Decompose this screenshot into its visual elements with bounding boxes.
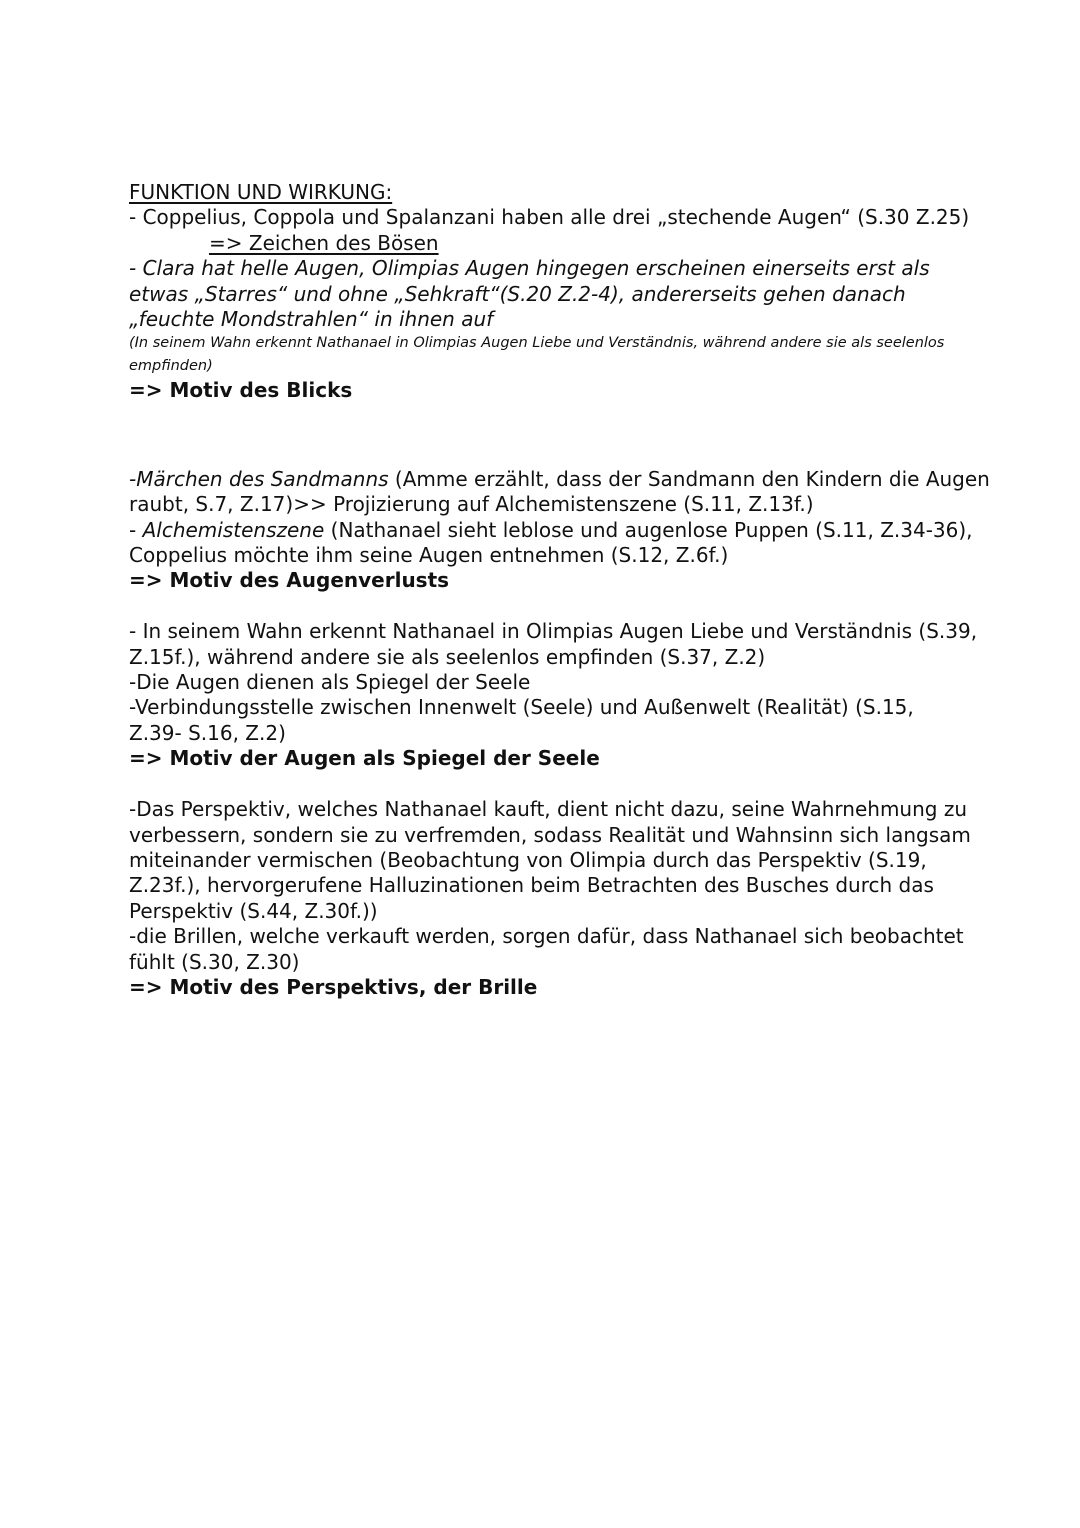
spacer bbox=[129, 455, 959, 467]
text-span: (Nathanael sieht leblose und augenlose Puppen (S.11, Z.34-36), bbox=[324, 517, 973, 542]
text-line: -Die Augen dienen als Spiegel der Seele bbox=[129, 670, 531, 695]
text-line: verbessern, sondern sie zu verfremden, sodass Realität und Wahnsinn sich langsam bbox=[129, 822, 971, 847]
section-augenverlust bbox=[129, 466, 990, 594]
text-line: Z.39- S.16, Z.2) bbox=[129, 720, 286, 745]
underlined-text: => Zeichen des Bösen bbox=[209, 230, 439, 255]
text-line: Z.15f.), während andere sie als seelenlos empfinden (S.37, Z.2) bbox=[129, 644, 766, 669]
section-blick bbox=[129, 205, 970, 403]
spacer bbox=[129, 594, 959, 619]
text-line: fühlt (S.30, Z.30) bbox=[129, 949, 300, 974]
section-heading: FUNKTION UND WIRKUNG: bbox=[129, 180, 393, 204]
section-perspektiv bbox=[129, 797, 971, 1000]
text-line: Z.23f.), hervorgerufene Halluzinationen beim Betrachten des Busches durch das bbox=[129, 873, 934, 898]
spacer bbox=[129, 404, 959, 455]
text-line bbox=[129, 466, 990, 492]
text-line: Perspektiv (S.44, Z.30f.)) bbox=[129, 898, 378, 923]
motif-line: => Motiv des Blicks bbox=[129, 378, 353, 403]
text-line: Coppelius möchte ihm seine Augen entnehmen (S.12, Z.6f.) bbox=[129, 543, 729, 568]
side-note: (In seinem Wahn erkennt Nathanael in Olimpias Augen Liebe und Verständnis, während andere sie als seelenlos bbox=[129, 335, 945, 352]
motif-line: => Motiv des Augenverlusts bbox=[129, 568, 450, 593]
text-span: (Amme erzählt, dass der Sandmann den Kindern die Augen bbox=[388, 466, 990, 491]
text-line: raubt, S.7, Z.17)>> Projizierung auf Alchemistenszene (S.11, Z.13f.) bbox=[129, 492, 814, 517]
text-span: - bbox=[129, 517, 143, 542]
text-line: „feuchte Mondstrahlen“ in ihnen auf bbox=[129, 307, 494, 332]
motif-line: => Motiv des Perspektivs, der Brille bbox=[129, 974, 538, 999]
text-line: etwas „Starres“ und ohne „Sehkraft“(S.20 Z.2-4), andererseits gehen danach bbox=[129, 281, 906, 306]
document-body bbox=[129, 180, 990, 1000]
section-spiegel bbox=[129, 619, 978, 771]
spacer bbox=[129, 772, 959, 797]
text-line: - Coppelius, Coppola und Spalanzani haben alle drei „stechende Augen“ (S.30 Z.25) bbox=[129, 205, 970, 230]
motif-line: => Motiv der Augen als Spiegel der Seele bbox=[129, 746, 600, 771]
text-line: - In seinem Wahn erkennt Nathanael in Olimpias Augen Liebe und Verständnis (S.39, bbox=[129, 619, 978, 644]
side-note: empfinden) bbox=[129, 358, 213, 375]
text-line bbox=[129, 517, 973, 543]
italic-title: -Märchen des Sandmanns bbox=[129, 466, 389, 491]
italic-title: Alchemistenszene bbox=[142, 517, 325, 542]
conclusion-line bbox=[129, 231, 959, 256]
text-line: miteinander vermischen (Beobachtung von Olimpia durch das Perspektiv (S.19, bbox=[129, 847, 927, 872]
text-line: -Das Perspektiv, welches Nathanael kauft, dient nicht dazu, seine Wahrnehmung zu bbox=[129, 797, 968, 822]
text-line: -Verbindungsstelle zwischen Innenwelt (Seele) und Außenwelt (Realität) (S.15, bbox=[129, 695, 914, 720]
text-line: -die Brillen, welche verkauft werden, sorgen dafür, dass Nathanael sich beobachtet bbox=[129, 924, 964, 949]
text-line: - Clara hat helle Augen, Olimpias Augen hingegen erscheinen einerseits erst als bbox=[129, 256, 930, 281]
